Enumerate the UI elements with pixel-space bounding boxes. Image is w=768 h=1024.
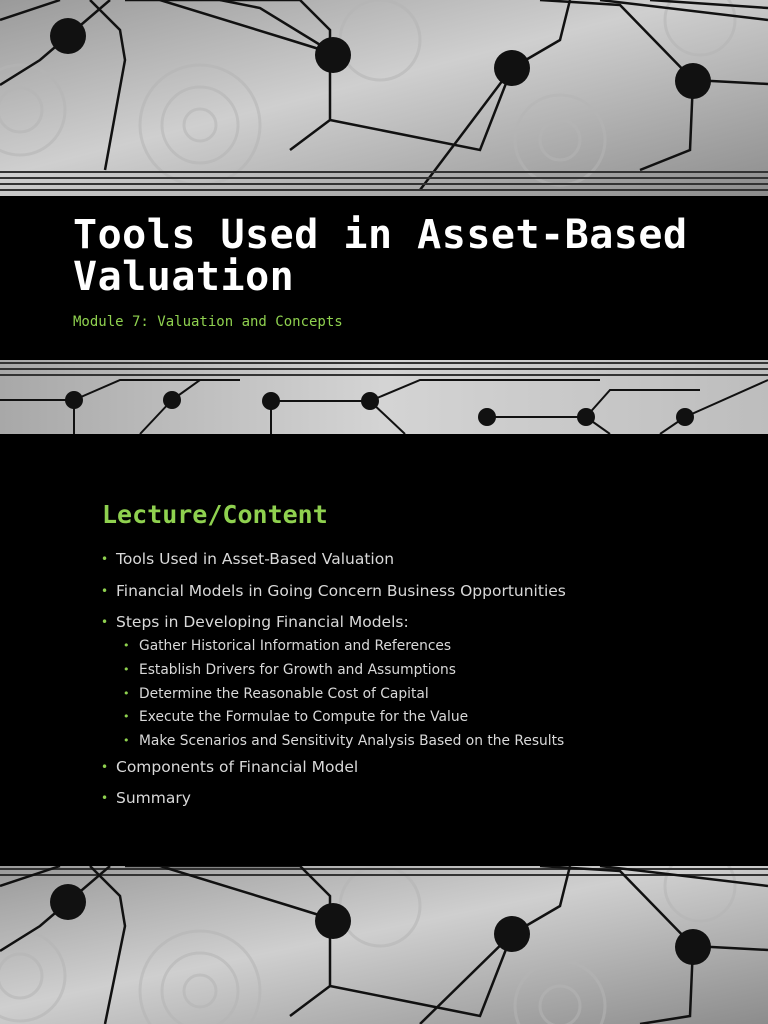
bullet-icon: • <box>101 759 109 774</box>
bullet-icon: • <box>101 791 109 806</box>
list-item: • Financial Models in Going Concern Business Opportunities <box>101 581 566 600</box>
list-item: • Summary <box>101 789 191 808</box>
sub-bullet-list <box>116 636 721 751</box>
title-section <box>0 196 768 360</box>
bullet-icon: • <box>101 615 109 629</box>
sub-list-item: • Gather Historical Information and References <box>123 638 452 654</box>
circuit-banner-top <box>0 0 768 196</box>
bullet-icon: • <box>123 686 130 700</box>
slide-subtitle: Module 7: Valuation and Concepts <box>73 314 343 330</box>
list-item: • Tools Used in Asset-Based Valuation <box>101 550 395 568</box>
list-item: • Components of Financial Model <box>101 757 359 776</box>
bullet-icon: • <box>123 662 130 676</box>
list-item: • Steps in Developing Financial Models: • Gather Historical Information and References • Establish Drivers for Growth and Assumptions • Determine the Reasonable Cost of Capital • Execute the Formulae to Compute for the Value • Make Scenarios and Sensitivity Analysis Based on the Results <box>101 612 721 751</box>
sub-list-item: • Determine the Reasonable Cost of Capital <box>123 685 429 702</box>
bullet-icon: • <box>123 734 130 748</box>
slide-title: Tools Used in Asset-Based Valuation <box>73 212 688 300</box>
sub-list-item: • Establish Drivers for Growth and Assumptions <box>123 661 456 678</box>
sub-list-item: • Execute the Formulae to Compute for the Value <box>123 709 469 726</box>
bullet-icon: • <box>101 552 109 566</box>
bullet-icon: • <box>123 710 130 724</box>
bullet-icon: • <box>123 639 130 652</box>
content-heading: Lecture/Content <box>102 500 328 529</box>
bullet-list <box>101 549 721 820</box>
bullet-icon: • <box>101 583 109 598</box>
circuit-banner-middle <box>0 360 768 434</box>
content-section <box>0 434 768 866</box>
circuit-banner-bottom <box>0 866 768 1024</box>
sub-list-item: • Make Scenarios and Sensitivity Analysis Based on the Results <box>123 733 565 750</box>
